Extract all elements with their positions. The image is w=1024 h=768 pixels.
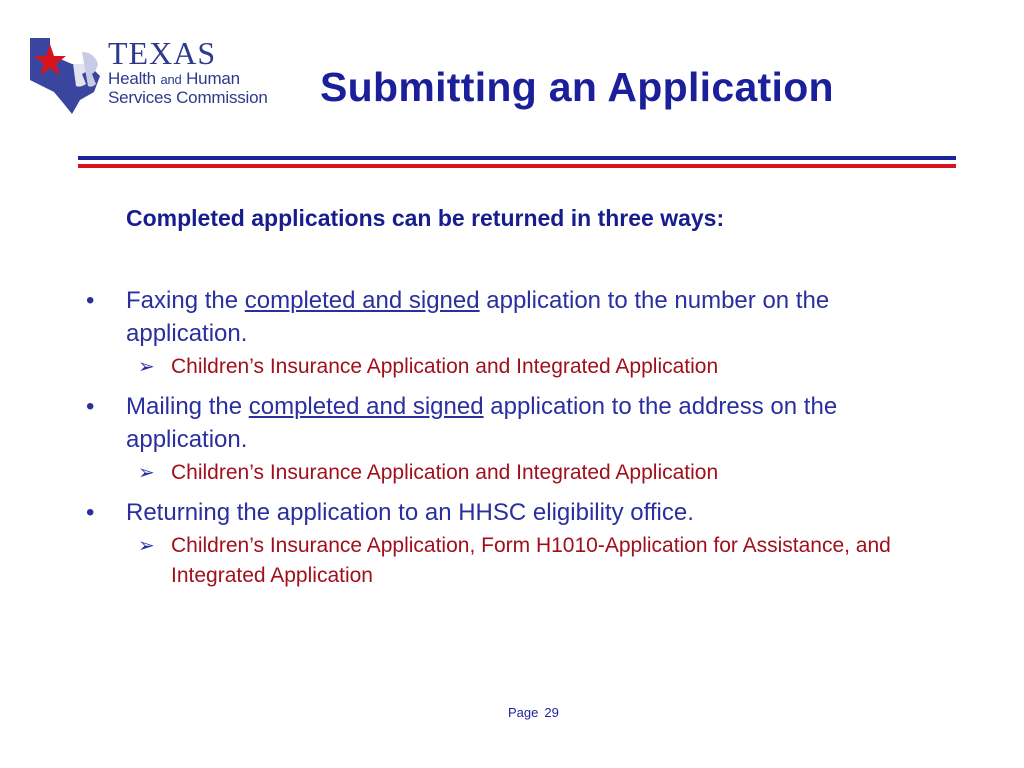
texas-map-icon [28, 34, 108, 116]
list-item-mail: • Mailing the completed and signed application to the address on the application. [86, 390, 936, 456]
arrow-bullet-icon: ➢ [138, 356, 155, 378]
bullet-icon: • [86, 499, 95, 526]
page-number: Page 29 [508, 705, 559, 720]
logo-texas: TEXAS [108, 35, 217, 71]
list-item-fax: • Faxing the completed and signed application to the number on the application. [86, 284, 936, 350]
logo-health-and-human: Health and Human [108, 69, 240, 88]
sub-item-office: ➢ Children’s Insurance Application, Form H1010-Application for Assistance, and Integrated Application [86, 531, 936, 591]
divider-red [78, 164, 956, 168]
sub-item-mail: ➢ Children’s Insurance Application and Integrated Application [86, 458, 936, 488]
emphasis-underline: completed and signed [244, 287, 480, 314]
arrow-bullet-icon: ➢ [138, 462, 155, 484]
bullet-list [86, 284, 936, 599]
bullet-icon: • [86, 393, 95, 420]
hhsc-logo [28, 34, 268, 116]
intro-heading: Completed applications can be returned in three ways: [126, 205, 725, 231]
slide-title: Submitting an Application [320, 64, 834, 110]
sub-item-fax: ➢ Children’s Insurance Application and Integrated Application [86, 352, 936, 382]
divider-blue [78, 156, 956, 160]
logo-services-commission: Services Commission [108, 88, 268, 107]
emphasis-underline: completed and signed [248, 393, 484, 420]
bullet-icon: • [86, 287, 95, 314]
list-item-office: • Returning the application to an HHSC eligibility office. [86, 496, 936, 529]
arrow-bullet-icon: ➢ [138, 535, 155, 557]
